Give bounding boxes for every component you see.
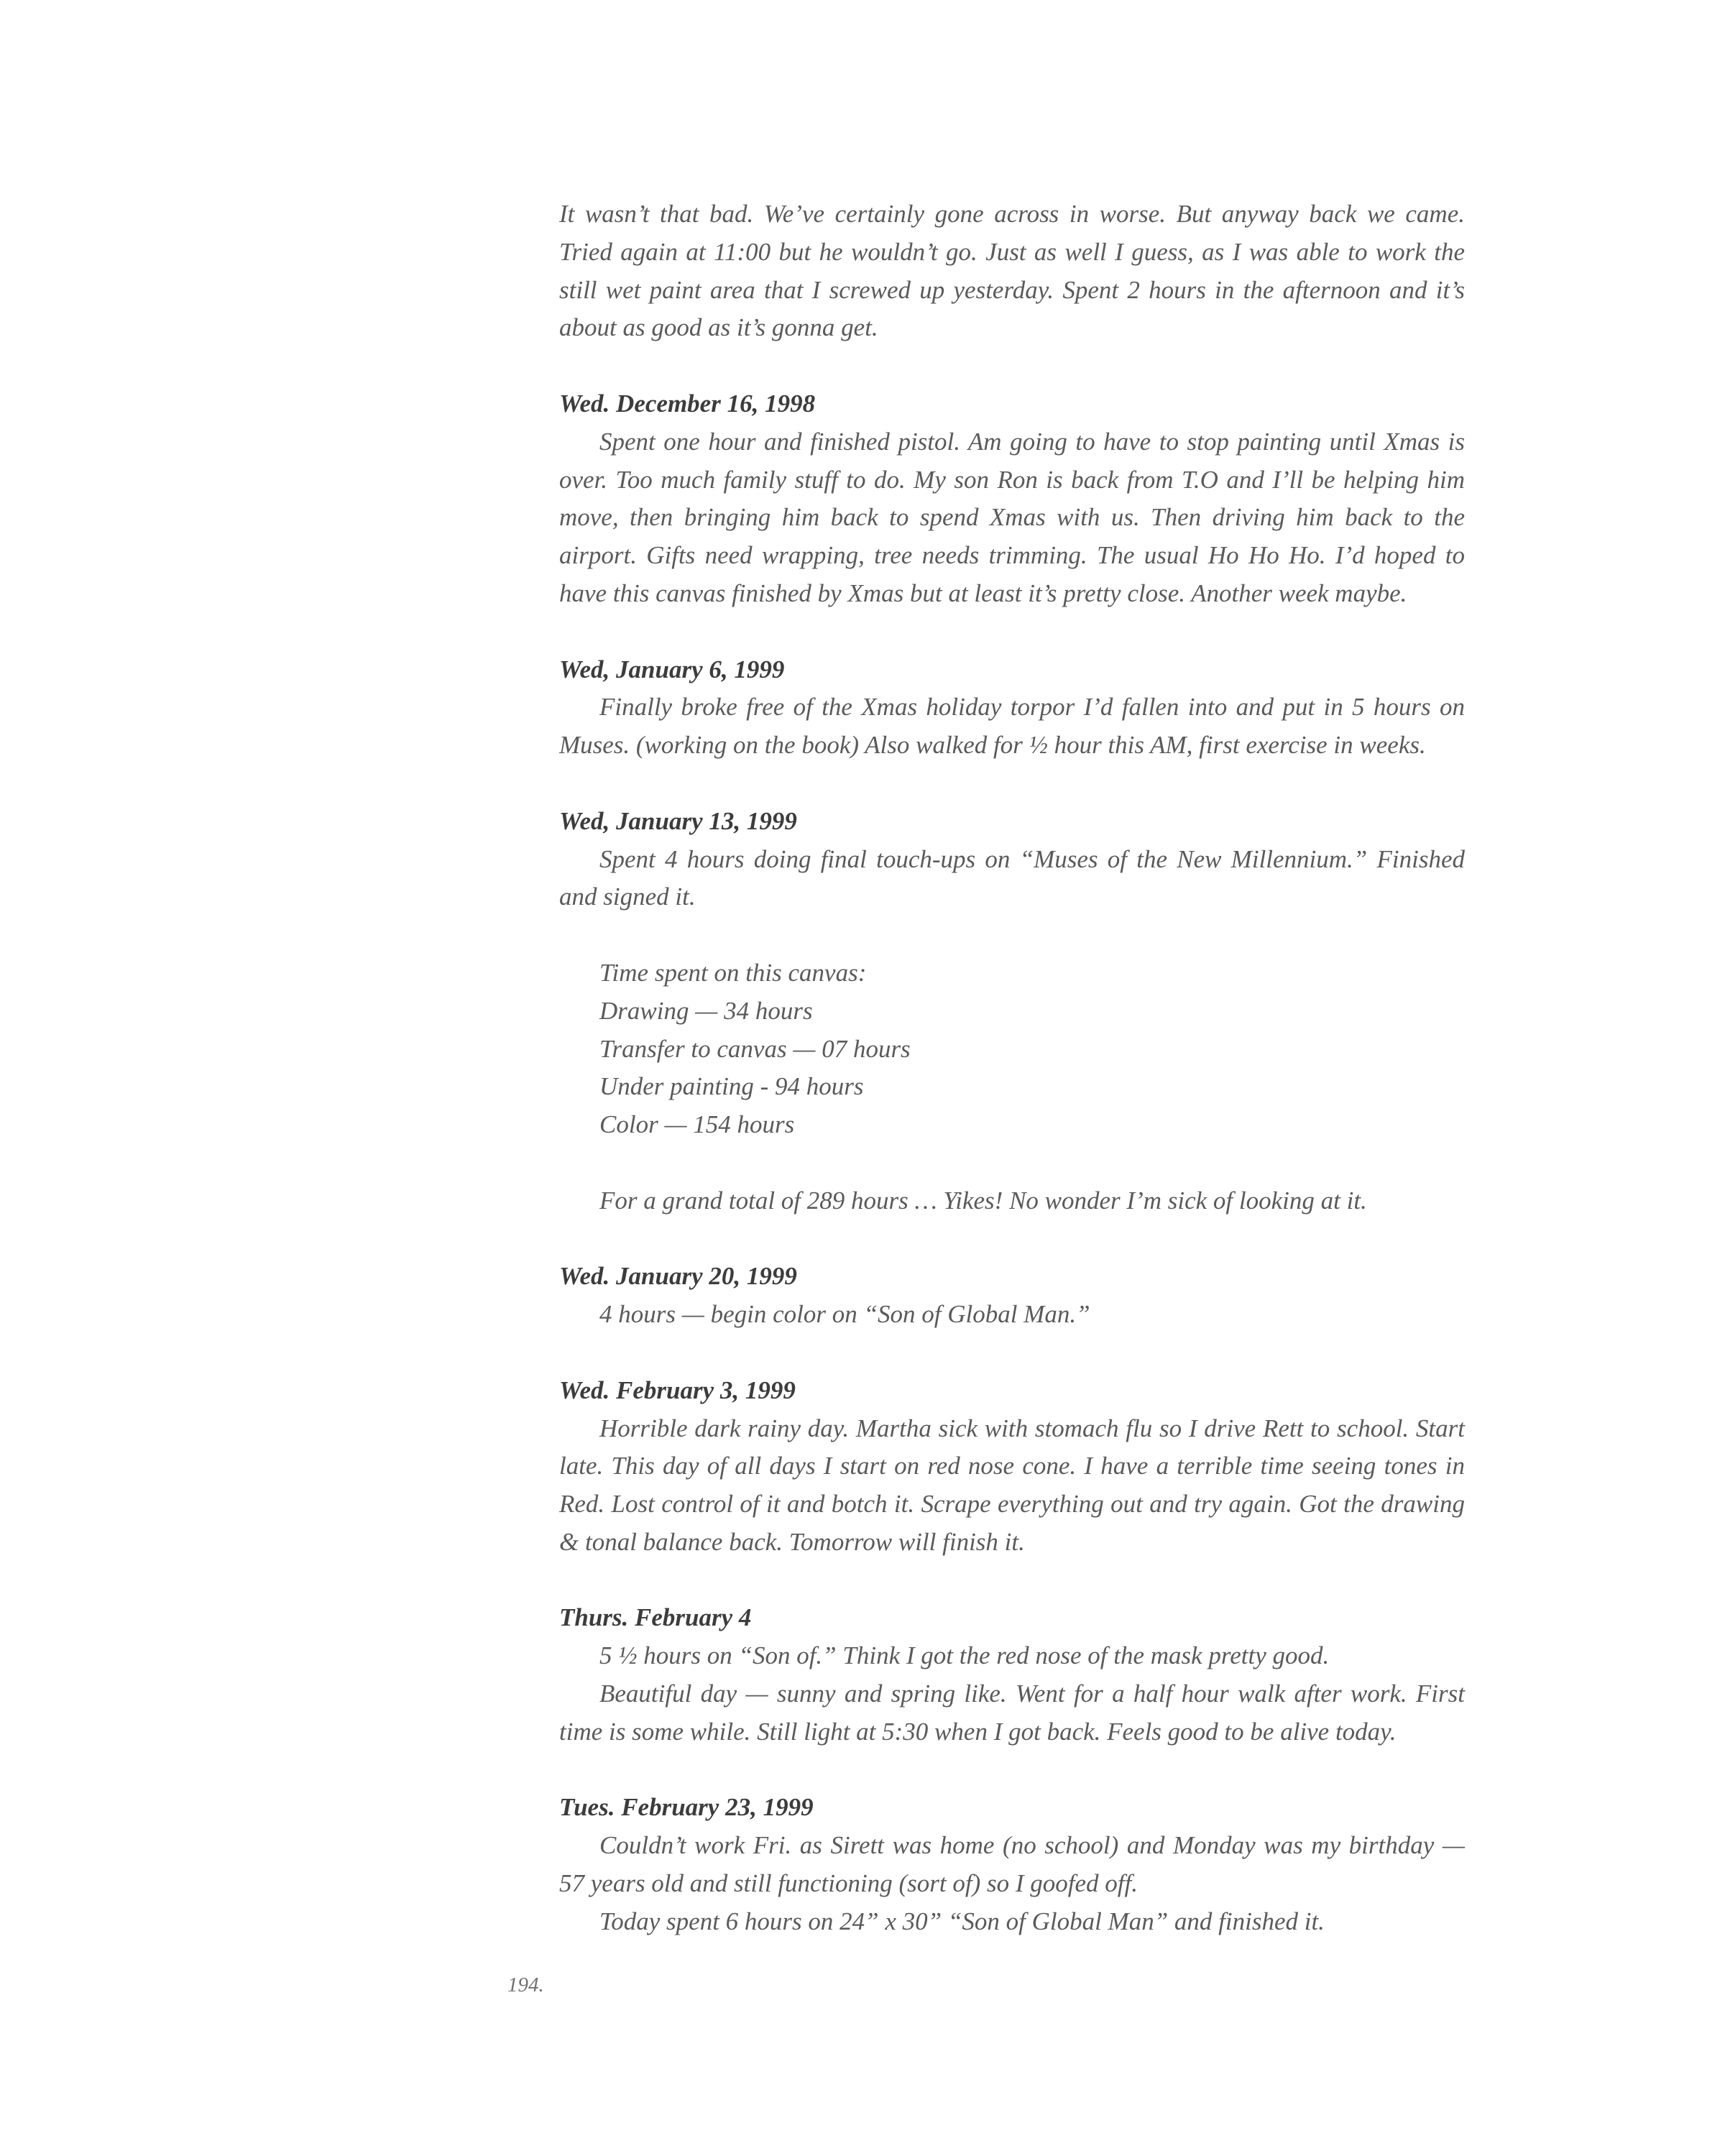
- entry-paragraph: Spent one hour and finished pistol. Am going to have to stop painting until Xmas is over. Too much family stuff to do. My son Ron is back from T.O and I’ll be helping him move, then bringing him back to spend Xmas with us. Then driving him back to the airport. Gifts need wrapping, tree needs trimming. The usual Ho Ho Ho. I’d hoped to have this canvas finished by Xmas but at least it’s pretty close. Another week maybe.: [559, 427, 1465, 607]
- entry-paragraph: Spent 4 hours doing final touch-ups on “Muses of the New Millennium.” Finished and signed it.: [559, 844, 1465, 911]
- entry-date: Tues. February 23, 1999: [559, 1793, 814, 1822]
- entry-spacer: [559, 916, 1465, 954]
- time-list-item: Drawing — 34 hours: [599, 996, 813, 1025]
- journal-text-column: [559, 195, 1465, 1941]
- entry-paragraph: Couldn’t work Fri. as Sirett was home (no school) and Monday was my birthday — 57 years old and still functioning (sort of) so I goofed off.: [559, 1831, 1465, 1898]
- time-summary: For a grand total of 289 hours … Yikes! No wonder I’m sick of looking at it.: [599, 1186, 1367, 1215]
- entry-date: Wed, January 6, 1999: [559, 655, 785, 683]
- entry-paragraph: Finally broke free of the Xmas holiday torpor I’d fallen into and put in 5 hours on Muses. (working on the book) Also walked for ½ hour this AM, first exercise in weeks.: [559, 693, 1465, 760]
- time-list-item: Transfer to canvas — 07 hours: [599, 1034, 911, 1063]
- entry-paragraph: 4 hours — begin color on “Son of Global Man.”: [599, 1300, 1090, 1329]
- entry-date: Wed. December 16, 1998: [559, 389, 816, 418]
- entry-date: Wed. February 3, 1999: [559, 1376, 796, 1404]
- entry-spacer: [559, 1334, 1465, 1372]
- entry-paragraph: Beautiful day — sunny and spring like. Went for a half hour walk after work. First time is some while. Still light at 5:30 when I got back. Feels good to be alive today.: [559, 1680, 1465, 1746]
- entry-paragraph: Horrible dark rainy day. Martha sick with stomach flu so I drive Rett to school. Start late. This day of all days I start on red nose cone. I have a terrible time seeing tones in Red. Lost control of it and botch it. Scrape everything out and try again. Got the drawing & tonal balance back. Tomorrow will finish it.: [559, 1414, 1465, 1556]
- entry-paragraph: 5 ½ hours on “Son of.” Think I got the red nose of the mask pretty good.: [599, 1641, 1330, 1670]
- entry-date: Wed, January 13, 1999: [559, 806, 797, 835]
- entry-spacer: [559, 1144, 1465, 1182]
- entry-spacer: [559, 1562, 1465, 1600]
- continuation-paragraph: It wasn’t that bad. We’ve certainly gone across in worse. But anyway back we came. Tried again at 11:00 but he wouldn’t go. Just as well I guess, as I was able to work the still wet paint area that I screwed up yesterday. Spent 2 hours in the afternoon and it’s about as good as it’s gonna get.: [559, 200, 1465, 342]
- entry-date: Thurs. February 4: [559, 1603, 752, 1632]
- entry-date: Wed. January 20, 1999: [559, 1262, 797, 1291]
- entry-spacer: [559, 1751, 1465, 1789]
- entry-paragraph: Today spent 6 hours on 24” x 30” “Son of Global Man” and finished it.: [599, 1907, 1325, 1935]
- entry-spacer: [559, 347, 1465, 385]
- entry-spacer: [559, 613, 1465, 651]
- time-list-item: Under painting - 94 hours: [599, 1072, 864, 1101]
- time-list-item: Color — 154 hours: [599, 1110, 795, 1139]
- entry-spacer: [559, 765, 1465, 803]
- entry-spacer: [559, 1220, 1465, 1258]
- page-number: 194.: [507, 1973, 544, 1996]
- time-list-heading: Time spent on this canvas:: [599, 958, 867, 987]
